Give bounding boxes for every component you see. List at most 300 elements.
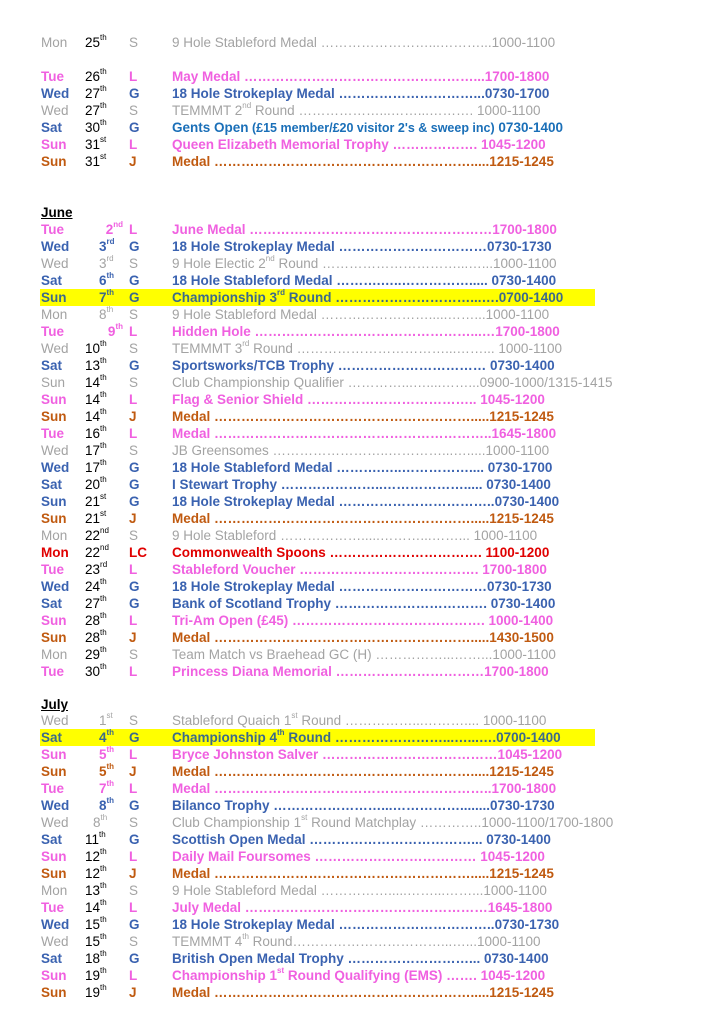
fixture-date (85, 357, 125, 374)
fixture-day: Wed (41, 579, 70, 594)
date-suffix: st (100, 152, 107, 161)
date-number: 14 (85, 900, 101, 915)
fixture-date (93, 323, 123, 340)
date-suffix: th (100, 118, 107, 127)
fixture-category-code: J (129, 409, 137, 424)
date-suffix: th (106, 305, 114, 314)
date-suffix: th (106, 288, 115, 297)
event-name: 18 Hole Strokeplay Medal ……………………………..0730-1730 (172, 917, 560, 932)
fixture-row (40, 865, 700, 882)
fixture-day: Sun (41, 409, 67, 424)
fixture-row (40, 238, 700, 255)
event-name: TEMMMT 2 (172, 103, 243, 118)
fixture-category-code: L (129, 900, 138, 915)
date-number: 30 (85, 120, 101, 135)
fixture-day: Sat (41, 951, 63, 966)
fixture-row (40, 153, 700, 170)
fixture-day: Tue (41, 69, 64, 84)
fixture-row (40, 967, 700, 984)
fixture-date (85, 136, 125, 153)
event-ordinal-suffix: nd (265, 254, 275, 263)
fixture-day: Sun (41, 968, 67, 983)
fixture-category-code: S (129, 256, 139, 271)
date-number: 31 (85, 137, 101, 152)
date-number: 13 (85, 883, 101, 898)
date-number: 15 (85, 917, 101, 932)
date-suffix: th (100, 424, 107, 433)
fixture-day: Tue (41, 324, 64, 339)
fixture-date (85, 476, 125, 493)
fixture-day: Sun (41, 137, 67, 152)
fixture-category-code: G (129, 579, 140, 594)
fixture-row (40, 595, 700, 612)
date-suffix: th (100, 339, 107, 348)
fixture-date (85, 391, 125, 408)
event-name: July Medal ………………………………………………1645-1800 (172, 900, 553, 915)
fixture-day: Sat (41, 477, 63, 492)
event-name: Medal ………………………………………………….....1215-1245 (172, 409, 554, 424)
event-ordinal-suffix: st (277, 966, 285, 975)
fixture-category-code: J (129, 985, 137, 1000)
fixture-category-code: S (129, 528, 139, 543)
fixture-row (40, 984, 700, 1001)
event-name: British Open Medal Trophy ………………………... 0730-1400 (172, 951, 549, 966)
date-suffix: th (99, 830, 106, 839)
fixture-day: Wed (41, 256, 69, 271)
fixture-row (40, 255, 700, 272)
event-name: Hidden Hole …………………………………………...…1700-1800 (172, 324, 560, 339)
date-number: 27 (85, 596, 101, 611)
fixture-category-code: J (129, 764, 137, 779)
fixture-event (172, 425, 556, 442)
fixture-category-code: L (129, 849, 138, 864)
fixture-day: Wed (41, 917, 70, 932)
event-name: Tri-Am Open (£45) ……………………………………. 1000-1400 (172, 613, 554, 628)
fixture-day: Sat (41, 273, 63, 288)
fixture-date (85, 425, 125, 442)
event-name: Flag & Senior Shield ……………………………….. 1045-1200 (172, 392, 545, 407)
fixture-category-code: L (129, 747, 138, 762)
date-suffix: th (100, 983, 107, 992)
fixture-day: Sat (41, 120, 63, 135)
fixture-day: Wed (41, 443, 69, 458)
event-dots-time: Round ……………………...…...….0700-1400 (284, 730, 561, 745)
date-number: 23 (85, 562, 101, 577)
date-suffix: st (106, 711, 113, 720)
date-suffix: nd (113, 220, 123, 229)
fixture-row (40, 408, 700, 425)
fixture-row (40, 797, 700, 814)
event-name: 9 Hole Electic 2 (172, 256, 266, 271)
fixture-event (172, 68, 549, 85)
fixture-event (172, 595, 555, 612)
fixture-event (172, 85, 549, 102)
fixture-row (40, 950, 700, 967)
fixture-category-code: G (129, 358, 140, 373)
fixture-day: Sun (41, 747, 67, 762)
fixture-row (40, 629, 700, 646)
event-name: TEMMMT 4 (172, 934, 243, 949)
fixture-event (172, 459, 552, 476)
event-dots-time: Round …………………………...…...1000-1100 (274, 256, 557, 271)
event-dots-time: Round ………………...……...………. 1000-1100 (251, 103, 541, 118)
month-heading: June (41, 205, 73, 220)
date-number: 8 (99, 798, 107, 813)
date-number: 14 (85, 392, 101, 407)
fixture-category-code: G (129, 917, 140, 932)
fixture-category-code: L (129, 392, 138, 407)
event-name: Medal ………………………………………………….....1215-1245 (172, 866, 554, 881)
event-ordinal-suffix: st (291, 711, 298, 720)
fixture-category-code: L (129, 426, 138, 441)
fixture-date (85, 510, 125, 527)
event-name: June Medal ………………………………………………1700-1800 (172, 222, 557, 237)
event-dots-time: Round Qualifying (EMS) ……. 1045-1200 (284, 968, 546, 983)
fixture-event (172, 612, 553, 629)
event-name: Team Match vs Braehead GC (H) ……………...……...1000-1100 (172, 647, 556, 662)
fixture-date (85, 544, 125, 561)
fixture-event (172, 119, 563, 137)
fixture-date (85, 459, 125, 476)
event-name: 9 Hole Stableford Medal …………………….....……...1000-1100 (172, 307, 550, 322)
event-name: TEMMMT 3 (172, 341, 243, 356)
event-name: 9 Hole Stableford Medal ……………………...………...1000-1100 (172, 35, 556, 50)
event-dots-time: Round ……………...……….... 1000-1100 (297, 713, 547, 728)
event-name: Club Championship 1 (172, 815, 302, 830)
fixture-category-code: S (129, 713, 139, 728)
fixture-event (172, 102, 541, 119)
fixture-event (172, 916, 559, 933)
fixture-date (85, 85, 125, 102)
date-number: 27 (85, 103, 101, 118)
fixture-row (40, 544, 700, 561)
fixture-date (85, 984, 125, 1001)
event-name: Club Championship Qualifier …………...…....……...0900-1000/1315-1415 (172, 375, 613, 390)
date-number: 9 (107, 324, 116, 339)
fixture-row (40, 612, 700, 629)
fixture-date (85, 916, 125, 933)
fixture-date (85, 578, 125, 595)
fixture-category-code: S (129, 375, 139, 390)
fixture-day: Tue (41, 664, 64, 679)
fixture-day: Wed (41, 713, 69, 728)
date-suffix: th (100, 84, 107, 93)
fixture-category-code: G (129, 273, 140, 288)
fixture-day: Sun (41, 866, 67, 881)
fixture-row (40, 916, 700, 933)
fixture-event (172, 763, 554, 780)
fixture-row (40, 848, 700, 865)
fixture-date (85, 933, 125, 950)
fixture-category-code: G (129, 239, 140, 254)
date-number: 7 (99, 290, 107, 305)
fixture-category-code: G (129, 477, 140, 492)
fixture-event (172, 374, 612, 391)
date-number: 5 (99, 747, 107, 762)
fixture-day: Mon (41, 35, 68, 50)
date-number: 15 (85, 934, 101, 949)
fixture-row (40, 102, 700, 119)
fixture-category-code: LC (129, 545, 147, 560)
fixture-row (40, 493, 700, 510)
fixture-date (85, 595, 125, 612)
fixture-day: Tue (41, 426, 64, 441)
event-name: Medal ………………………………………………….....1215-1245 (172, 154, 554, 169)
event-name: Medal ………………………………………………….....1215-1245 (172, 764, 554, 779)
fixture-category-code: J (129, 630, 137, 645)
date-number: 6 (99, 273, 107, 288)
fixture-event (172, 780, 556, 797)
fixture-day: Sun (41, 613, 67, 628)
event-name: Championship 1 (172, 968, 278, 983)
date-number: 28 (85, 630, 101, 645)
fixture-event (172, 272, 556, 289)
fixture-day: Sat (41, 832, 63, 847)
fixture-day: Sat (41, 358, 63, 373)
fixture-category-code: S (129, 647, 139, 662)
fixture-day: Mon (41, 545, 69, 560)
date-suffix: th (100, 356, 107, 365)
event-name: Commonwealth Spoons ……………………………. 1100-1200 (172, 545, 550, 560)
event-dots-time: Round …………………………...….0700-1400 (285, 290, 564, 305)
date-suffix: th (106, 745, 115, 754)
date-number: 13 (85, 358, 101, 373)
event-name: 18 Hole Strokeplay Medal …………………………...0730-1700 (172, 86, 550, 101)
fixture-day: Wed (41, 460, 70, 475)
fixture-date (85, 374, 125, 391)
fixture-date (85, 865, 125, 882)
fixture-day: Wed (41, 103, 69, 118)
event-time: 0730-1400 (494, 120, 563, 135)
event-name: 9 Hole Stableford Medal …………….....……...……...1000-1100 (172, 883, 547, 898)
date-number: 8 (93, 815, 101, 830)
fixture-row (40, 476, 700, 493)
fixture-row (40, 729, 700, 746)
date-suffix: th (100, 813, 108, 822)
fixture-category-code: S (129, 341, 139, 356)
fixture-date (93, 221, 123, 238)
fixture-date (85, 646, 125, 663)
date-suffix: th (100, 864, 107, 873)
fixture-event (172, 814, 613, 831)
fixture-row (40, 814, 700, 831)
fixture-row (40, 527, 700, 544)
fixture-event (172, 391, 545, 408)
fixture-event (172, 746, 562, 763)
fixture-day: Mon (41, 647, 68, 662)
fixture-category-code: J (129, 511, 137, 526)
fixture-row (40, 831, 700, 848)
fixture-category-code: S (129, 35, 139, 50)
fixture-row (40, 459, 700, 476)
fixture-row (40, 85, 700, 102)
date-suffix: th (100, 949, 107, 958)
fixture-event (172, 848, 545, 865)
date-number: 8 (99, 307, 107, 322)
date-number: 26 (85, 69, 101, 84)
date-suffix: st (100, 509, 107, 518)
date-suffix: th (100, 915, 107, 924)
fixture-date (85, 882, 125, 899)
date-suffix: th (106, 271, 115, 280)
date-suffix: th (100, 662, 107, 671)
fixture-day: Sat (41, 730, 63, 745)
date-number: 10 (85, 341, 101, 356)
fixture-date (93, 814, 133, 831)
fixture-row (40, 68, 700, 85)
date-suffix: th (100, 898, 107, 907)
fixture-category-code: G (129, 86, 140, 101)
fixture-category-code: G (129, 290, 140, 305)
fixture-day: Wed (41, 934, 69, 949)
fixture-event (172, 153, 554, 170)
fixture-date (85, 899, 125, 916)
fixture-day: Wed (41, 239, 70, 254)
fixture-row (40, 746, 700, 763)
event-name: JB Greensomes ……………………..…………...….....1000-1100 (172, 443, 550, 458)
fixture-date (85, 967, 125, 984)
event-name: Bryce Johnston Salver …………………………………1045-1200 (172, 747, 563, 762)
event-name: Stableford Quaich 1 (172, 713, 292, 728)
fixture-day: Sun (41, 494, 67, 509)
date-suffix: nd (100, 526, 109, 535)
fixture-event (172, 578, 552, 595)
date-number: 14 (85, 409, 101, 424)
fixture-event (172, 629, 554, 646)
fixture-category-code: G (129, 951, 140, 966)
fixture-date (85, 442, 125, 459)
event-name: I Stewart Trophy …………………..………………..... 0730-1400 (172, 477, 551, 492)
fixture-category-code: G (129, 596, 140, 611)
fixture-event (172, 493, 559, 510)
fixture-date (85, 612, 125, 629)
fixture-event (172, 967, 545, 984)
event-ordinal-suffix: th (242, 932, 249, 941)
date-suffix: th (106, 796, 115, 805)
date-number: 30 (85, 664, 101, 679)
event-name: 18 Hole Stableford Medal ……….…..…………….... 0730-1700 (172, 460, 553, 475)
fixture-date (85, 340, 125, 357)
event-name: 18 Hole Strokeplay Medal ……………………………0730-1730 (172, 579, 552, 594)
date-suffix: th (100, 407, 107, 416)
fixture-category-code: S (129, 443, 139, 458)
event-ordinal-suffix: rd (242, 339, 250, 348)
fixture-event (172, 255, 557, 272)
date-suffix: th (100, 458, 107, 467)
fixture-event (172, 323, 560, 340)
fixture-event (172, 950, 549, 967)
event-name: Queen Elizabeth Memorial Trophy ………………. 1045-1200 (172, 137, 546, 152)
fixture-day: Sun (41, 849, 67, 864)
fixture-row (40, 933, 700, 950)
date-number: 12 (85, 849, 101, 864)
event-name: Championship 3 (172, 290, 278, 305)
fixture-category-code: J (129, 154, 137, 169)
date-number: 20 (85, 477, 101, 492)
date-suffix: th (100, 577, 107, 586)
event-name: May Medal ……………………………………………...1700-1800 (172, 69, 550, 84)
date-number: 7 (99, 781, 107, 796)
fixture-day: Sun (41, 392, 67, 407)
fixture-date (85, 119, 125, 136)
fixture-category-code: S (129, 815, 139, 830)
event-name: 9 Hole Stableford ……………….....………...……... 1000-1100 (172, 528, 538, 543)
date-suffix: nd (100, 543, 109, 552)
fixture-event (172, 136, 546, 153)
fixture-event (172, 831, 551, 848)
fixture-category-code: G (129, 494, 140, 509)
date-suffix: th (100, 847, 107, 856)
fixture-row (40, 561, 700, 578)
fixture-row (40, 780, 700, 797)
fixture-row (40, 763, 700, 780)
date-number: 21 (85, 494, 101, 509)
fixture-row (40, 391, 700, 408)
fixture-row (40, 882, 700, 899)
event-name: Gents Open (172, 120, 249, 135)
date-suffix: th (100, 373, 107, 382)
date-number: 4 (99, 730, 107, 745)
fixture-row (40, 510, 700, 527)
date-number: 17 (85, 443, 101, 458)
fixture-day: Tue (41, 900, 64, 915)
fixture-category-code: G (129, 832, 140, 847)
event-ordinal-suffix: rd (277, 288, 286, 297)
fixture-row (40, 272, 700, 289)
event-name: 18 Hole Strokeplay Medal ……………………………0730-1730 (172, 239, 552, 254)
date-number: 3 (99, 239, 107, 254)
fixture-day: Sat (41, 596, 63, 611)
fixture-row (40, 340, 700, 357)
date-suffix: th (106, 779, 115, 788)
event-note: (£15 member/£20 visitor 2's & sweep inc) (248, 121, 495, 135)
date-suffix: th (100, 611, 107, 620)
fixture-date (85, 102, 125, 119)
date-suffix: th (100, 966, 107, 975)
date-number: 31 (85, 154, 101, 169)
fixture-date (85, 68, 125, 85)
date-suffix: th (100, 67, 107, 76)
fixture-date (85, 527, 125, 544)
fixture-day: Wed (41, 86, 70, 101)
fixture-category-code: L (129, 324, 138, 339)
fixture-date (85, 493, 125, 510)
fixture-category-code: L (129, 968, 138, 983)
fixture-event (172, 238, 552, 255)
event-name: Medal ……………………………………………………..1700-1800 (172, 781, 557, 796)
fixture-event (172, 899, 552, 916)
month-heading: July (41, 697, 69, 712)
fixture-row (40, 578, 700, 595)
fixture-day: Mon (41, 883, 68, 898)
event-ordinal-suffix: th (277, 728, 285, 737)
date-number: 14 (85, 375, 101, 390)
fixture-event (172, 34, 555, 51)
fixture-date (85, 629, 125, 646)
fixture-event (172, 357, 555, 374)
fixture-row (40, 442, 700, 459)
fixture-day: Sun (41, 154, 67, 169)
fixture-event (172, 797, 555, 814)
fixture-date (85, 408, 125, 425)
fixture-category-code: L (129, 69, 138, 84)
fixture-date (85, 831, 125, 848)
date-number: 27 (85, 86, 101, 101)
date-suffix: th (106, 762, 115, 771)
date-suffix: th (100, 101, 107, 110)
fixture-category-code: L (129, 613, 138, 628)
date-number: 1 (99, 713, 107, 728)
